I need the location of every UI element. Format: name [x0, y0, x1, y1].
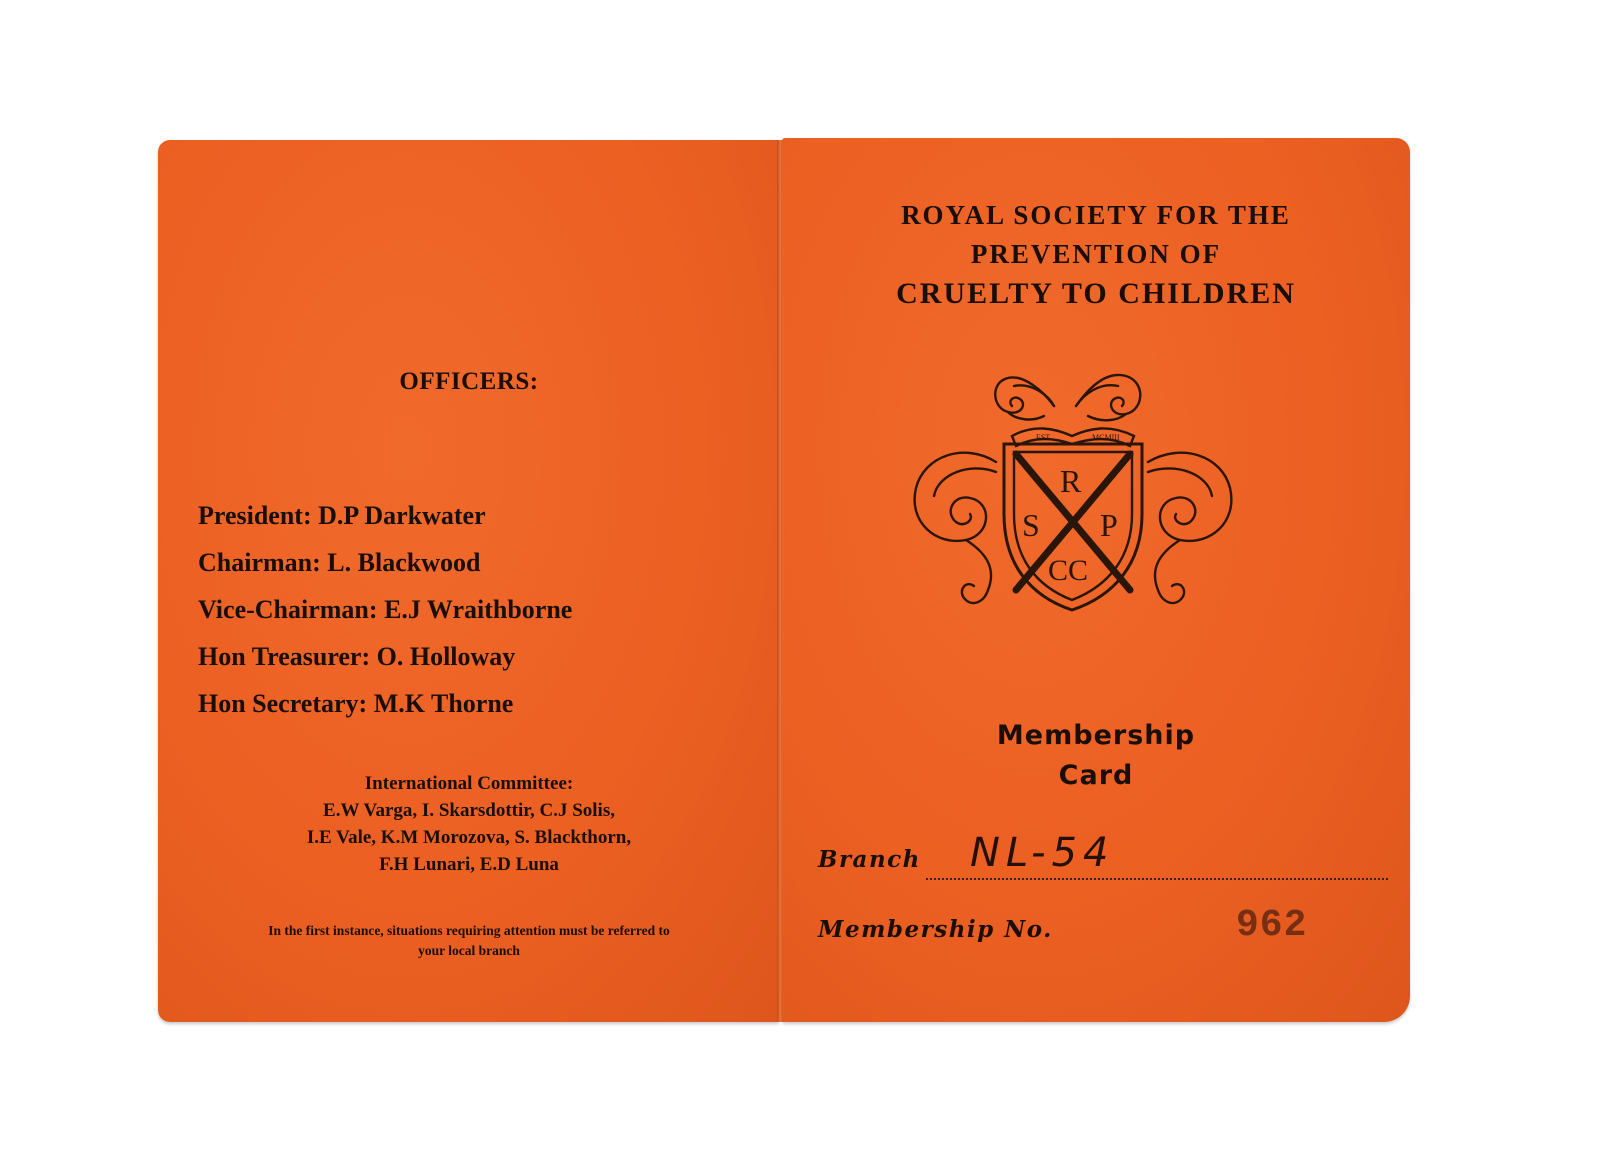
org-title-line: PREVENTION OF	[970, 239, 1222, 269]
crest-banner-right: MCMIII	[1092, 433, 1120, 442]
branch-value-handwritten: NL-54	[970, 830, 1115, 876]
officer-name: E.J Wraithborne	[384, 595, 573, 624]
crest-letters-cc: CC	[1048, 554, 1089, 587]
card-title-line: Card	[1058, 760, 1134, 791]
crest-letter-s: S	[1022, 507, 1040, 543]
committee-line: E.W Varga, I. Skarsdottir, C.J Solis,	[323, 800, 615, 821]
officer-vice-chairman	[198, 586, 572, 633]
membership-number-stamp: 962	[1236, 904, 1308, 947]
officer-name: M.K Thorne	[373, 689, 514, 718]
officer-secretary	[198, 680, 572, 727]
card-title-line: Membership	[996, 720, 1196, 751]
card-right-panel	[782, 138, 1410, 1022]
membership-card-title	[782, 716, 1410, 796]
officer-role: Hon Secretary:	[198, 689, 368, 718]
officer-treasurer	[198, 633, 572, 680]
officer-name: L. Blackwood	[327, 548, 481, 577]
branch-label: Branch	[818, 846, 921, 873]
branch-dotted-line	[926, 878, 1388, 880]
branch-notice	[188, 921, 750, 961]
org-title-line: ROYAL SOCIETY FOR THE	[901, 200, 1291, 230]
notice-line: In the first instance, situations requiring attention must be referred to	[268, 923, 670, 938]
notice-line: your local branch	[418, 943, 520, 958]
committee-line: I.E Vale, K.M Morozova, S. Blackthorn,	[306, 827, 632, 848]
officer-chairman	[198, 539, 572, 586]
officer-role: Chairman:	[198, 548, 321, 577]
branch-field	[818, 830, 1388, 886]
officers-list	[198, 492, 572, 727]
committee-heading: International Committee:	[364, 773, 574, 794]
international-committee	[158, 770, 780, 878]
officers-heading: OFFICERS:	[399, 368, 539, 395]
organization-title	[782, 196, 1410, 313]
officer-role: Vice-Chairman:	[198, 595, 378, 624]
crest-banner-left: EST	[1036, 433, 1051, 442]
crest-emblem	[904, 364, 1244, 634]
membership-number-label: Membership No.	[818, 916, 1053, 943]
committee-line: F.H Lunari, E.D Luna	[379, 854, 559, 875]
officer-name: D.P Darkwater	[318, 501, 486, 530]
officer-name: O. Holloway	[376, 642, 516, 671]
card-left-panel	[158, 140, 780, 1022]
officer-role: President:	[198, 501, 312, 530]
membership-number-field	[818, 904, 1378, 947]
crest-letter-r: R	[1060, 463, 1082, 499]
officer-president	[198, 492, 572, 539]
crest-letter-p: P	[1100, 507, 1118, 543]
officer-role: Hon Treasurer:	[198, 642, 371, 671]
org-title-line: CRUELTY TO CHILDREN	[896, 277, 1296, 310]
